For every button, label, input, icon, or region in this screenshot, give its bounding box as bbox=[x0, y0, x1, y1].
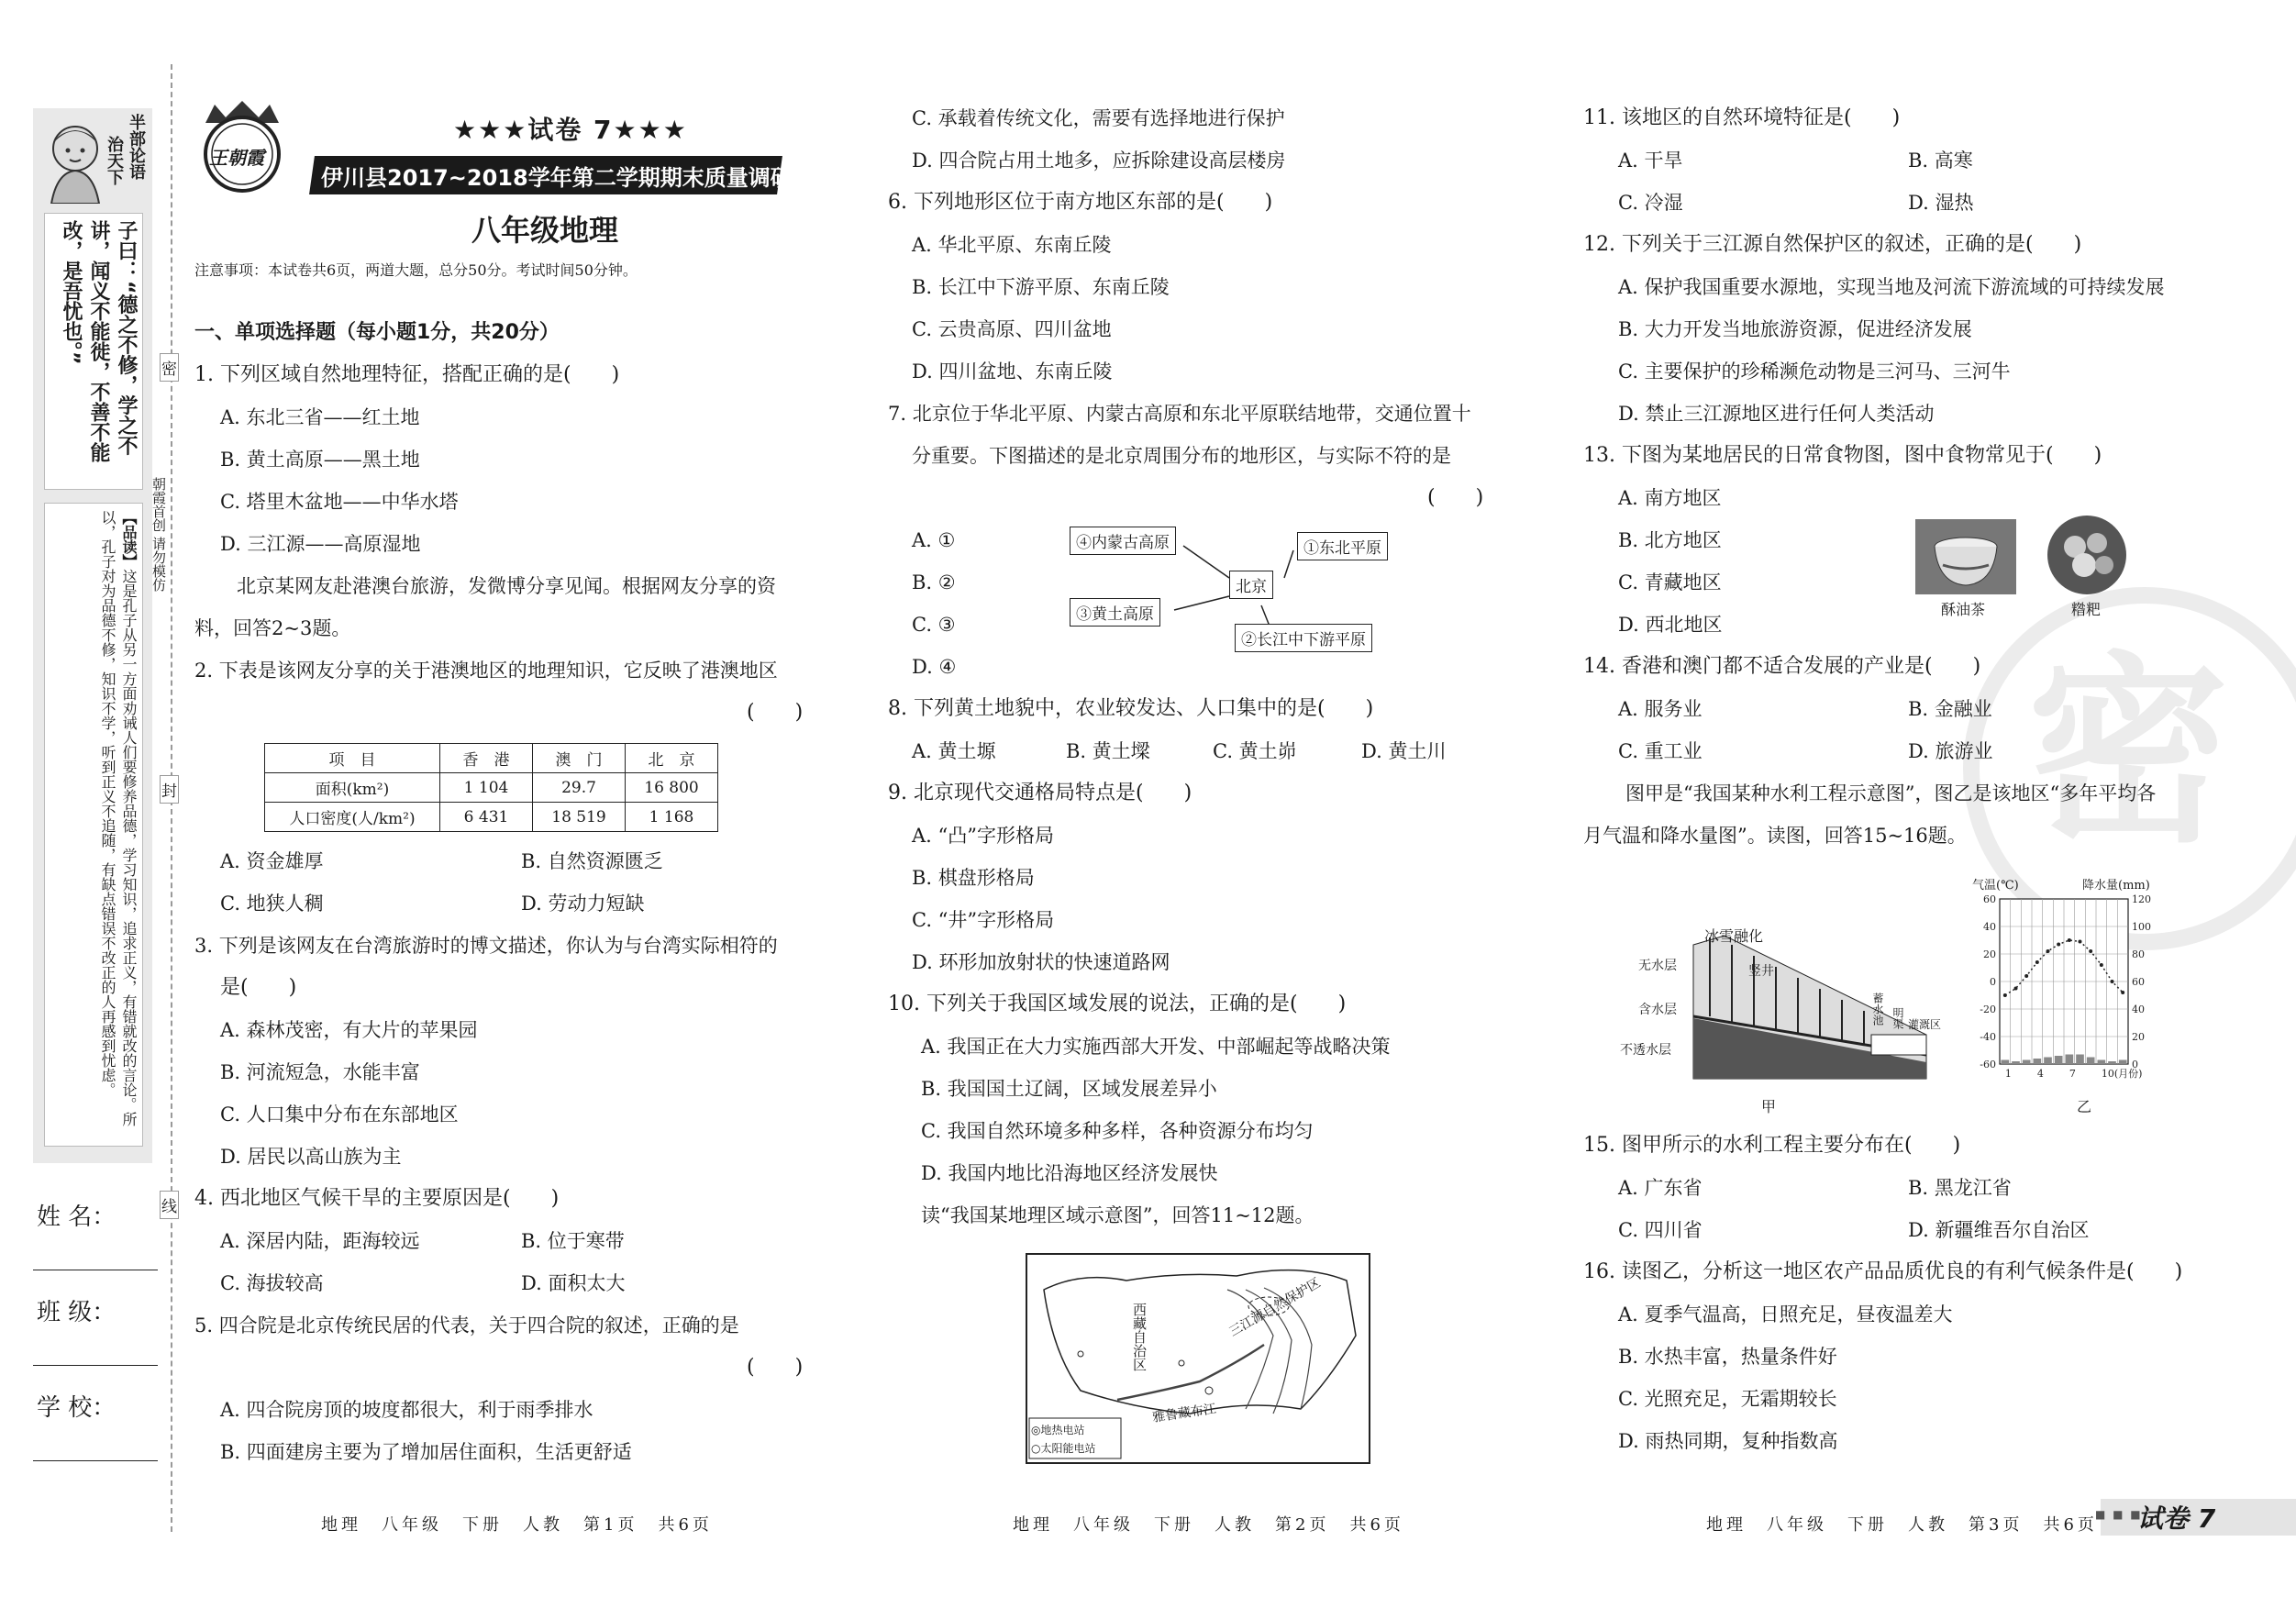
q5-option-c[interactable]: C. 承载着传统文化，需要有选择地进行保护 bbox=[912, 107, 1285, 129]
q8-option-b[interactable]: B. 黄土墚 bbox=[1066, 740, 1150, 762]
map-legend-1 bbox=[1031, 1422, 1085, 1437]
intro-15-16-line1: 图甲是“我国某种水利工程示意图”，图乙是该地区“多年平均各 bbox=[1625, 782, 2157, 804]
diagram-center: 北京 bbox=[1229, 571, 1273, 599]
precip-bar bbox=[2023, 1060, 2031, 1065]
q10-option-a[interactable]: A. 我国正在大力实施西部大开发、中部崛起等战略决策 bbox=[921, 1036, 1391, 1058]
figure-jia-caption: 甲 bbox=[1761, 1098, 1777, 1115]
precip-bar bbox=[2002, 1060, 2010, 1065]
precip-bar bbox=[2108, 1061, 2116, 1064]
commentary-title: 【品读】 bbox=[120, 510, 138, 569]
precip-tick-label: 40 bbox=[2132, 1004, 2145, 1015]
intro-15-16-line2: 月气温和降水量图”。读图，回答15~16题。 bbox=[1583, 825, 1967, 847]
q10-option-d[interactable]: D. 我国内地比沿海地区经济发展快 bbox=[921, 1162, 1218, 1184]
q16-option-b[interactable]: B. 水热丰富，热量条件好 bbox=[1618, 1346, 1837, 1368]
intro-11-12: 读“我国某地理区域示意图”，回答11~12题。 bbox=[921, 1204, 1314, 1226]
q7-option-d[interactable]: D. ④ bbox=[912, 656, 957, 678]
q12-option-d[interactable]: D. 禁止三江源地区进行任何人类活动 bbox=[1618, 403, 1935, 425]
table-row bbox=[265, 803, 718, 832]
q12-option-c[interactable]: C. 主要保护的珍稀濒危动物是三河马、三河牛 bbox=[1618, 360, 2011, 383]
x-tick-label: 4 bbox=[2036, 1068, 2044, 1080]
hk-macao-table bbox=[264, 743, 718, 832]
q11-option-b[interactable]: B. 高寒 bbox=[1908, 150, 1973, 172]
question-4: 4. 西北地区气候干旱的主要原因是( ) bbox=[194, 1187, 560, 1210]
exam-title: 伊川县2017~2018学年第二学期期末质量调研检测试卷 bbox=[321, 165, 881, 191]
q8-option-d[interactable]: D. 黄土川 bbox=[1361, 740, 1447, 762]
q13-option-c[interactable]: C. 青藏地区 bbox=[1618, 571, 1722, 593]
page-footer-3: 地理 八年级 下册 人教 第3页 共6页 bbox=[1706, 1515, 2098, 1535]
q4-option-c[interactable]: C. 海拔较高 bbox=[220, 1272, 324, 1294]
question-5: 5. 四合院是北京传统民居的代表，关于四合院的叙述，正确的是 bbox=[194, 1314, 739, 1336]
sidebar-top-label-2: 治天下 bbox=[105, 136, 124, 185]
q2-option-c[interactable]: C. 地狭人稠 bbox=[220, 893, 324, 915]
q15-option-d[interactable]: D. 新疆维吾尔自治区 bbox=[1908, 1219, 2090, 1241]
precip-tick-label: 20 bbox=[2132, 1031, 2145, 1043]
q11-option-d[interactable]: D. 湿热 bbox=[1908, 192, 1974, 214]
karez-label-irrigation: 灌溉区 bbox=[1908, 1018, 1942, 1031]
question-9: 9. 北京现代交通格局特点是( ) bbox=[888, 782, 1192, 804]
q4-option-b[interactable]: B. 位于寒带 bbox=[521, 1230, 625, 1252]
table-cell: 16 800 bbox=[626, 773, 718, 803]
diagram-node-4: ④内蒙古高原 bbox=[1070, 527, 1176, 555]
q5-option-b[interactable]: B. 四面建房主要为了增加居住面积，生活更舒适 bbox=[220, 1441, 632, 1463]
q13-option-a[interactable]: A. 南方地区 bbox=[1618, 487, 1722, 509]
q3-option-a[interactable]: A. 森林茂密，有大片的苹果园 bbox=[220, 1019, 478, 1041]
karez-label-snowmelt: 冰雪融化 bbox=[1704, 927, 1764, 945]
q10-option-c[interactable]: C. 我国自然环境多种多样，各种资源分布均匀 bbox=[921, 1120, 1314, 1142]
seal-mark-3: 线 bbox=[160, 1191, 179, 1219]
tsampa-image bbox=[2047, 516, 2126, 594]
butter-tea-caption: 酥油茶 bbox=[1941, 601, 1986, 618]
x-tick-label: 10(月份) bbox=[2101, 1068, 2143, 1080]
temp-point bbox=[2014, 987, 2018, 991]
map-label-river: 雅鲁藏布江 bbox=[1151, 1402, 1217, 1425]
q12-option-b[interactable]: B. 大力开发当地旅游资源，促进经济发展 bbox=[1618, 318, 1972, 340]
temp-point bbox=[2024, 974, 2028, 978]
q6-option-b[interactable]: B. 长江中下游平原、东南丘陵 bbox=[912, 276, 1170, 298]
q14-option-b[interactable]: B. 金融业 bbox=[1908, 698, 1992, 720]
temp-tick-label: 20 bbox=[1983, 948, 1996, 960]
question-12: 12. 下列关于三江源自然保护区的叙述，正确的是( ) bbox=[1583, 233, 2082, 256]
question-15: 15. 图甲所示的水利工程主要分布在( ) bbox=[1583, 1134, 1961, 1157]
question-7-line2: 分重要。下图描述的是北京周围分布的地形区，与实际不符的是 bbox=[912, 445, 1451, 467]
q11-option-c[interactable]: C. 冷湿 bbox=[1618, 192, 1683, 214]
table-cell: 面积(km²) bbox=[265, 773, 440, 803]
question-7-paren: ( ) bbox=[1427, 486, 1484, 509]
q9-option-b[interactable]: B. 棋盘形格局 bbox=[912, 867, 1035, 889]
class-field-label: 班 级： bbox=[37, 1299, 116, 1326]
table-header: 北 京 bbox=[626, 744, 718, 773]
q9-option-a[interactable]: A. “凸”字形格局 bbox=[912, 825, 1054, 847]
table-header-row bbox=[265, 744, 718, 773]
karez-label-dry-layer: 无水层 bbox=[1638, 959, 1677, 973]
map-label-region: 西藏自治区 bbox=[1131, 1303, 1148, 1371]
precip-bar bbox=[2012, 1061, 2020, 1064]
badge-squares: ■ ■ ■ bbox=[2095, 1508, 2143, 1521]
precip-tick-label: 0 bbox=[2132, 1059, 2138, 1070]
intro-2-3-line2: 料，回答2~3题。 bbox=[194, 617, 351, 639]
q14-option-c[interactable]: C. 重工业 bbox=[1618, 740, 1703, 762]
star-icon: ★★★ bbox=[453, 115, 528, 145]
table-cell: 18 519 bbox=[533, 803, 626, 832]
q1-option-a[interactable]: A. 东北三省——红土地 bbox=[220, 406, 420, 428]
sidebar-top-label-1: 半部论语 bbox=[127, 114, 146, 180]
seal-mark-1: 密 bbox=[160, 353, 179, 382]
page-footer-1: 地理 八年级 下册 人教 第1页 共6页 bbox=[321, 1515, 713, 1535]
q1-option-c[interactable]: C. 塔里木盆地——中华水塔 bbox=[220, 491, 459, 513]
question-3-line2: 是( ) bbox=[220, 976, 297, 999]
temp-point bbox=[2003, 993, 2007, 997]
school-field[interactable] bbox=[33, 1460, 158, 1461]
temp-point bbox=[2035, 960, 2039, 964]
table-cell: 1 104 bbox=[440, 773, 533, 803]
question-3-line1: 3. 下列是该网友在台湾旅游时的博文描述，你认为与台湾实际相符的 bbox=[194, 935, 778, 957]
precip-tick-label: 80 bbox=[2132, 948, 2145, 960]
q13-option-d[interactable]: D. 西北地区 bbox=[1618, 614, 1723, 636]
temp-tick-label: 40 bbox=[1983, 921, 1996, 933]
q15-option-b[interactable]: B. 黑龙江省 bbox=[1908, 1177, 2012, 1199]
temp-tick-label: -40 bbox=[1980, 1031, 1996, 1043]
q3-option-b[interactable]: B. 河流短急，水能丰富 bbox=[220, 1061, 420, 1083]
q6-option-d[interactable]: D. 四川盆地、东南丘陵 bbox=[912, 360, 1113, 383]
page-footer-2: 地理 八年级 下册 人教 第2页 共6页 bbox=[1013, 1515, 1404, 1535]
series-text: 试卷 7 bbox=[527, 115, 614, 145]
intro-2-3-line1: 北京某网友赴港澳台旅游，发微博分享见闻。根据网友分享的资 bbox=[237, 575, 776, 597]
q5-option-a[interactable]: A. 四合院房顶的坡度都很大，利于雨季排水 bbox=[220, 1399, 593, 1421]
temp-axis-label: 气温(℃) bbox=[1972, 879, 2019, 893]
series-label bbox=[453, 110, 688, 147]
question-1: 1. 下列区域自然地理特征，搭配正确的是( ) bbox=[194, 363, 620, 386]
temp-tick-label: 60 bbox=[1983, 893, 1996, 905]
question-10: 10. 下列关于我国区域发展的说法，正确的是( ) bbox=[888, 993, 1347, 1015]
q4-option-a[interactable]: A. 深居内陆，距海较远 bbox=[220, 1230, 420, 1252]
legend-label: 太阳能电站 bbox=[1040, 1442, 1096, 1455]
precip-bar bbox=[2055, 1056, 2063, 1064]
q3-option-d[interactable]: D. 居民以高山族为主 bbox=[220, 1146, 402, 1168]
q6-option-c[interactable]: C. 云贵高原、四川盆地 bbox=[912, 318, 1112, 340]
diagram-node-1: ①东北平原 bbox=[1297, 532, 1388, 560]
table-cell: 1 168 bbox=[626, 803, 718, 832]
q7-option-b[interactable]: B. ② bbox=[912, 571, 956, 593]
name-field-label: 姓 名： bbox=[37, 1203, 116, 1231]
temp-point bbox=[2089, 949, 2092, 953]
karez-label-canal: 明渠 bbox=[1891, 1007, 1904, 1029]
karez-label-reservoir: 蓄水池 bbox=[1871, 993, 1884, 1026]
table-cell: 29.7 bbox=[533, 773, 626, 803]
temp-point bbox=[2111, 980, 2114, 983]
q11-option-a[interactable]: A. 干旱 bbox=[1618, 150, 1683, 172]
sidebar-vertical-note: 朝霞首创 请勿模仿 bbox=[150, 477, 167, 592]
temp-point bbox=[2079, 940, 2082, 944]
brand-name: 王朝霞 bbox=[209, 147, 264, 169]
table-row bbox=[265, 773, 718, 803]
question-11: 11. 该地区的自然环境特征是( ) bbox=[1583, 106, 1901, 129]
sidebar-quote: 子曰：“德之不修，学之不讲，闻义不能徙，不善不能改，是吾忧也。” bbox=[60, 220, 138, 462]
question-8: 8. 下列黄土地貌中，农业较发达、人口集中的是( ) bbox=[888, 697, 1374, 720]
class-field[interactable] bbox=[33, 1365, 158, 1366]
section-1-title: 一、单项选择题（每小题1分，共20分） bbox=[194, 321, 560, 344]
question-2: 2. 下表是该网友分享的关于港澳地区的地理知识，它反映了港澳地区 bbox=[194, 660, 778, 682]
star-icon: ★★★ bbox=[613, 115, 688, 145]
question-7-line1: 7. 北京位于华北平原、内蒙古高原和东北平原联结地带，交通位置十 bbox=[888, 403, 1471, 425]
table-header: 香 港 bbox=[440, 744, 533, 773]
precip-bar bbox=[2087, 1058, 2095, 1065]
q2-option-b[interactable]: B. 自然资源匮乏 bbox=[521, 850, 663, 872]
q15-option-a[interactable]: A. 广东省 bbox=[1618, 1177, 1703, 1199]
solar-icon: ○ bbox=[1031, 1442, 1041, 1455]
table-cell: 6 431 bbox=[440, 803, 533, 832]
watermark-glyph: 密 bbox=[2027, 635, 2230, 870]
x-tick-label: 7 bbox=[2069, 1068, 2076, 1080]
q8-option-a[interactable]: A. 黄土塬 bbox=[912, 740, 996, 762]
legend-label: 地热电站 bbox=[1040, 1424, 1085, 1436]
figure-yi-caption: 乙 bbox=[2077, 1098, 2092, 1115]
sidebar-commentary bbox=[48, 510, 139, 1138]
question-13: 13. 下图为某地居民的日常食物图，图中食物常见于( ) bbox=[1583, 444, 2102, 467]
x-tick-label: 1 bbox=[2004, 1068, 2012, 1080]
q5-option-d[interactable]: D. 四合院占用土地多，应拆除建设高层楼房 bbox=[912, 150, 1286, 172]
q16-option-c[interactable]: C. 光照充足，无霜期较长 bbox=[1618, 1388, 1837, 1410]
precip-bar bbox=[2066, 1055, 2074, 1065]
diagram-node-2: ②长江中下游平原 bbox=[1235, 624, 1372, 652]
temp-point bbox=[2046, 949, 2050, 953]
karez-label-impermeable: 不透水层 bbox=[1620, 1043, 1671, 1058]
temp-point bbox=[2121, 991, 2124, 994]
question-16: 16. 读图乙，分析这一地区农产品品质优良的有利气候条件是( ) bbox=[1583, 1260, 2183, 1283]
temp-tick-label: -20 bbox=[1980, 1004, 1996, 1015]
precip-tick-label: 120 bbox=[2132, 893, 2151, 905]
table-header: 澳 门 bbox=[533, 744, 626, 773]
table-header: 项 目 bbox=[265, 744, 440, 773]
climate-chart bbox=[1963, 890, 2165, 1092]
question-5-paren: ( ) bbox=[747, 1356, 804, 1379]
subject-title: 八年级地理 bbox=[471, 213, 619, 248]
karez-label-aquifer: 含水层 bbox=[1638, 1003, 1677, 1017]
question-6: 6. 下列地形区位于南方地区东部的是( ) bbox=[888, 191, 1273, 214]
precip-bar bbox=[2076, 1055, 2084, 1065]
precip-axis-label: 降水量(mm) bbox=[2082, 879, 2150, 893]
diagram-node-3: ③黄土高原 bbox=[1070, 598, 1160, 627]
badge-label: 试卷 7 bbox=[2137, 1503, 2216, 1534]
q14-option-a[interactable]: A. 服务业 bbox=[1618, 698, 1703, 720]
q15-option-c[interactable]: C. 四川省 bbox=[1618, 1219, 1703, 1241]
q13-option-b[interactable]: B. 北方地区 bbox=[1618, 529, 1722, 551]
precip-tick-label: 60 bbox=[2132, 976, 2145, 988]
q16-option-a[interactable]: A. 夏季气温高，日照充足，昼夜温差大 bbox=[1618, 1303, 1953, 1325]
seal-mark-2: 封 bbox=[160, 775, 179, 804]
geothermal-icon: ◎ bbox=[1031, 1424, 1041, 1436]
question-14: 14. 香港和澳门都不适合发展的产业是( ) bbox=[1583, 655, 1981, 678]
q7-option-c[interactable]: C. ③ bbox=[912, 614, 956, 636]
commentary-text: 这是孔子从另一方面劝诫人们要修养品德，学习知识，追求正义，有错就改的言论。所以，孔子对为品德不修，知识不学，听到正义不追随，有缺点错误不改正的人再感到忧虑。 bbox=[99, 510, 138, 1126]
q9-option-c[interactable]: C. “井”字形格局 bbox=[912, 909, 1055, 931]
temp-tick-label: 0 bbox=[1990, 976, 1996, 988]
temp-point bbox=[2068, 938, 2071, 942]
precip-bar bbox=[2098, 1060, 2106, 1065]
q1-option-d[interactable]: D. 三江源——高原湿地 bbox=[220, 533, 421, 555]
notice: 注意事项：本试卷共6页，两道大题，总分50分。考试时间50分钟。 bbox=[194, 261, 638, 279]
q4-option-d[interactable]: D. 面积太大 bbox=[521, 1272, 626, 1294]
map-legend-2 bbox=[1031, 1440, 1096, 1456]
q9-option-d[interactable]: D. 环形加放射状的快速道路网 bbox=[912, 951, 1170, 973]
temp-point bbox=[2057, 943, 2060, 947]
q7-option-a[interactable]: A. ① bbox=[912, 529, 956, 551]
karez-label-shaft: 竖井 bbox=[1748, 964, 1774, 979]
precip-bar bbox=[2119, 1060, 2127, 1065]
q2-option-a[interactable]: A. 资金雄厚 bbox=[220, 850, 324, 872]
q14-option-d[interactable]: D. 旅游业 bbox=[1908, 740, 1993, 762]
question-2-paren: ( ) bbox=[747, 701, 804, 724]
q1-option-b[interactable]: B. 黄土高原——黑土地 bbox=[220, 449, 420, 471]
q12-option-a[interactable]: A. 保护我国重要水源地，实现当地及河流下游流域的可持续发展 bbox=[1618, 276, 2165, 298]
table-cell: 人口密度(人/km²) bbox=[265, 803, 440, 832]
q8-option-c[interactable]: C. 黄土峁 bbox=[1213, 740, 1297, 762]
tsampa-caption: 糌粑 bbox=[2071, 601, 2102, 618]
map-label-area: 三江源自然保护区 bbox=[1226, 1275, 1324, 1340]
q10-option-b[interactable]: B. 我国国土辽阔，区域发展差异小 bbox=[921, 1078, 1217, 1100]
precip-tick-label: 100 bbox=[2132, 921, 2151, 933]
temp-point bbox=[2100, 963, 2103, 967]
q16-option-d[interactable]: D. 雨热同期，复种指数高 bbox=[1618, 1430, 1838, 1452]
precip-bar bbox=[2034, 1059, 2042, 1064]
q6-option-a[interactable]: A. 华北平原、东南丘陵 bbox=[912, 234, 1112, 256]
temp-tick-label: -60 bbox=[1980, 1059, 1996, 1070]
school-field-label: 学 校： bbox=[37, 1394, 116, 1422]
q3-option-c[interactable]: C. 人口集中分布在东部地区 bbox=[220, 1103, 459, 1126]
q2-option-d[interactable]: D. 劳动力短缺 bbox=[521, 893, 645, 915]
precip-bar bbox=[2044, 1058, 2052, 1065]
butter-tea-image bbox=[1915, 519, 2016, 594]
